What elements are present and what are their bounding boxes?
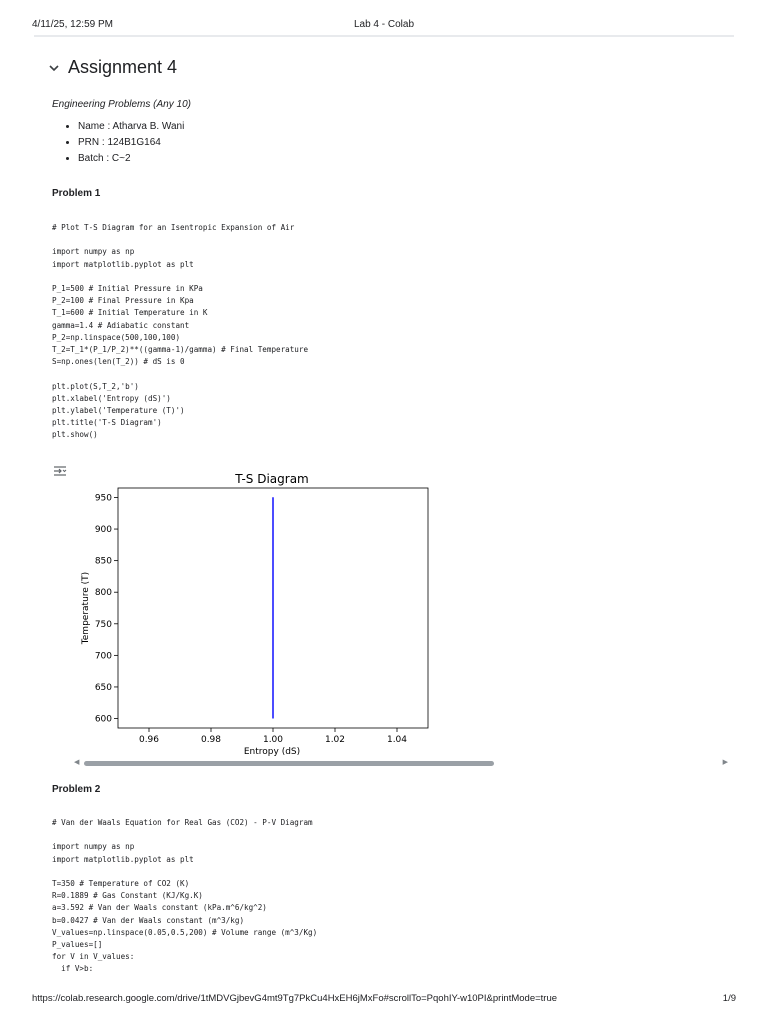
header-divider — [34, 35, 734, 37]
x-tick-label: 1.02 — [324, 735, 346, 745]
problem-1-title: Problem 1 — [52, 188, 101, 199]
print-datetime: 4/11/25, 12:59 PM — [32, 19, 113, 30]
chevron-down-icon[interactable] — [47, 61, 61, 75]
y-tick-label: 600 — [94, 714, 112, 725]
y-tick-label: 750 — [94, 619, 112, 630]
print-doc-title: Lab 4 - Colab — [353, 19, 415, 30]
student-info-list — [52, 119, 184, 167]
y-tick-label: 900 — [94, 525, 112, 536]
ts-diagram-chart — [76, 470, 436, 760]
x-tick-label: 1.00 — [262, 735, 284, 745]
list-item: • Batch : C~2 — [78, 151, 184, 167]
y-tick-label: 950 — [94, 493, 112, 504]
code-cell-2[interactable]: # Van der Waals Equation for Real Gas (CO2) - P-V Diagram import numpy as np import matplotlib.pyplot as plt T=350 # Temperature of CO2 (K) R=0.1889 # Gas Constant (KJ/Kg.K) a=3.592 # Van der Waals constant (kPa.m^6/kg^2) b=0.0427 # Van der Waals constant (m^3/kg) V_values=np.linspace(0.05,0.5,200) # Volume range (m^3/Kg) P_values=[] for V in V_values: if V>b: — [52, 818, 318, 974]
print-page-number: 1/9 — [722, 993, 736, 1004]
y-tick-label: 850 — [94, 556, 112, 567]
section-header[interactable] — [47, 57, 177, 78]
x-tick-label: 0.96 — [138, 735, 160, 745]
scroll-right-icon[interactable]: ▶ — [722, 759, 728, 766]
y-tick-label: 800 — [94, 588, 112, 599]
intro-subtitle: Engineering Problems (Any 10) — [52, 99, 191, 110]
output-toggle-icon[interactable] — [53, 465, 67, 477]
list-item: • Name : Atharva B. Wani — [78, 119, 184, 135]
chart-title: T-S Diagram — [235, 472, 309, 486]
x-tick-label: 0.98 — [200, 735, 222, 745]
list-item: • PRN : 124B1G164 — [78, 135, 184, 151]
scrollbar-thumb[interactable] — [84, 761, 494, 766]
output-horizontal-scrollbar[interactable] — [74, 758, 728, 768]
y-tick-label: 700 — [94, 651, 112, 662]
y-axis-label: Temperature (T) — [81, 571, 91, 645]
x-axis-label: Entropy (dS) — [243, 747, 301, 757]
code-cell-1[interactable]: # Plot T-S Diagram for an Isentropic Expansion of Air import numpy as np import matplotlib.pyplot as plt P_1=500 # Initial Pressure in KPa P_2=100 # Final Pressure in Kpa T_1=600 # Initial Temperature in K gamma=1.4 # Adiabatic constant P_2=np.linspace(500,100,100) T_2=T_1*(P_1/P_2)**((gamma-1)/gamma) # Final Temperature S=np.ones(len(T_2)) # dS is 0 plt.plot(S,T_2,'b') plt.xlabel('Entropy (dS)') plt.ylabel('Temperature (T)') plt.title('T-S Diagram') plt.show() — [52, 223, 309, 440]
section-title: Assignment 4 — [68, 57, 178, 77]
y-tick-label: 650 — [94, 682, 112, 693]
problem-2-title: Problem 2 — [52, 784, 101, 795]
print-footer-url: https://colab.research.google.com/drive/1tMDVGjbevG4mt9Tg7PkCu4HxEH6jMxFo#scrollTo=PqohIY-w10PI&printMode=true — [32, 993, 558, 1004]
x-tick-label: 1.04 — [386, 735, 408, 745]
scroll-left-icon[interactable]: ◀ — [74, 759, 80, 766]
